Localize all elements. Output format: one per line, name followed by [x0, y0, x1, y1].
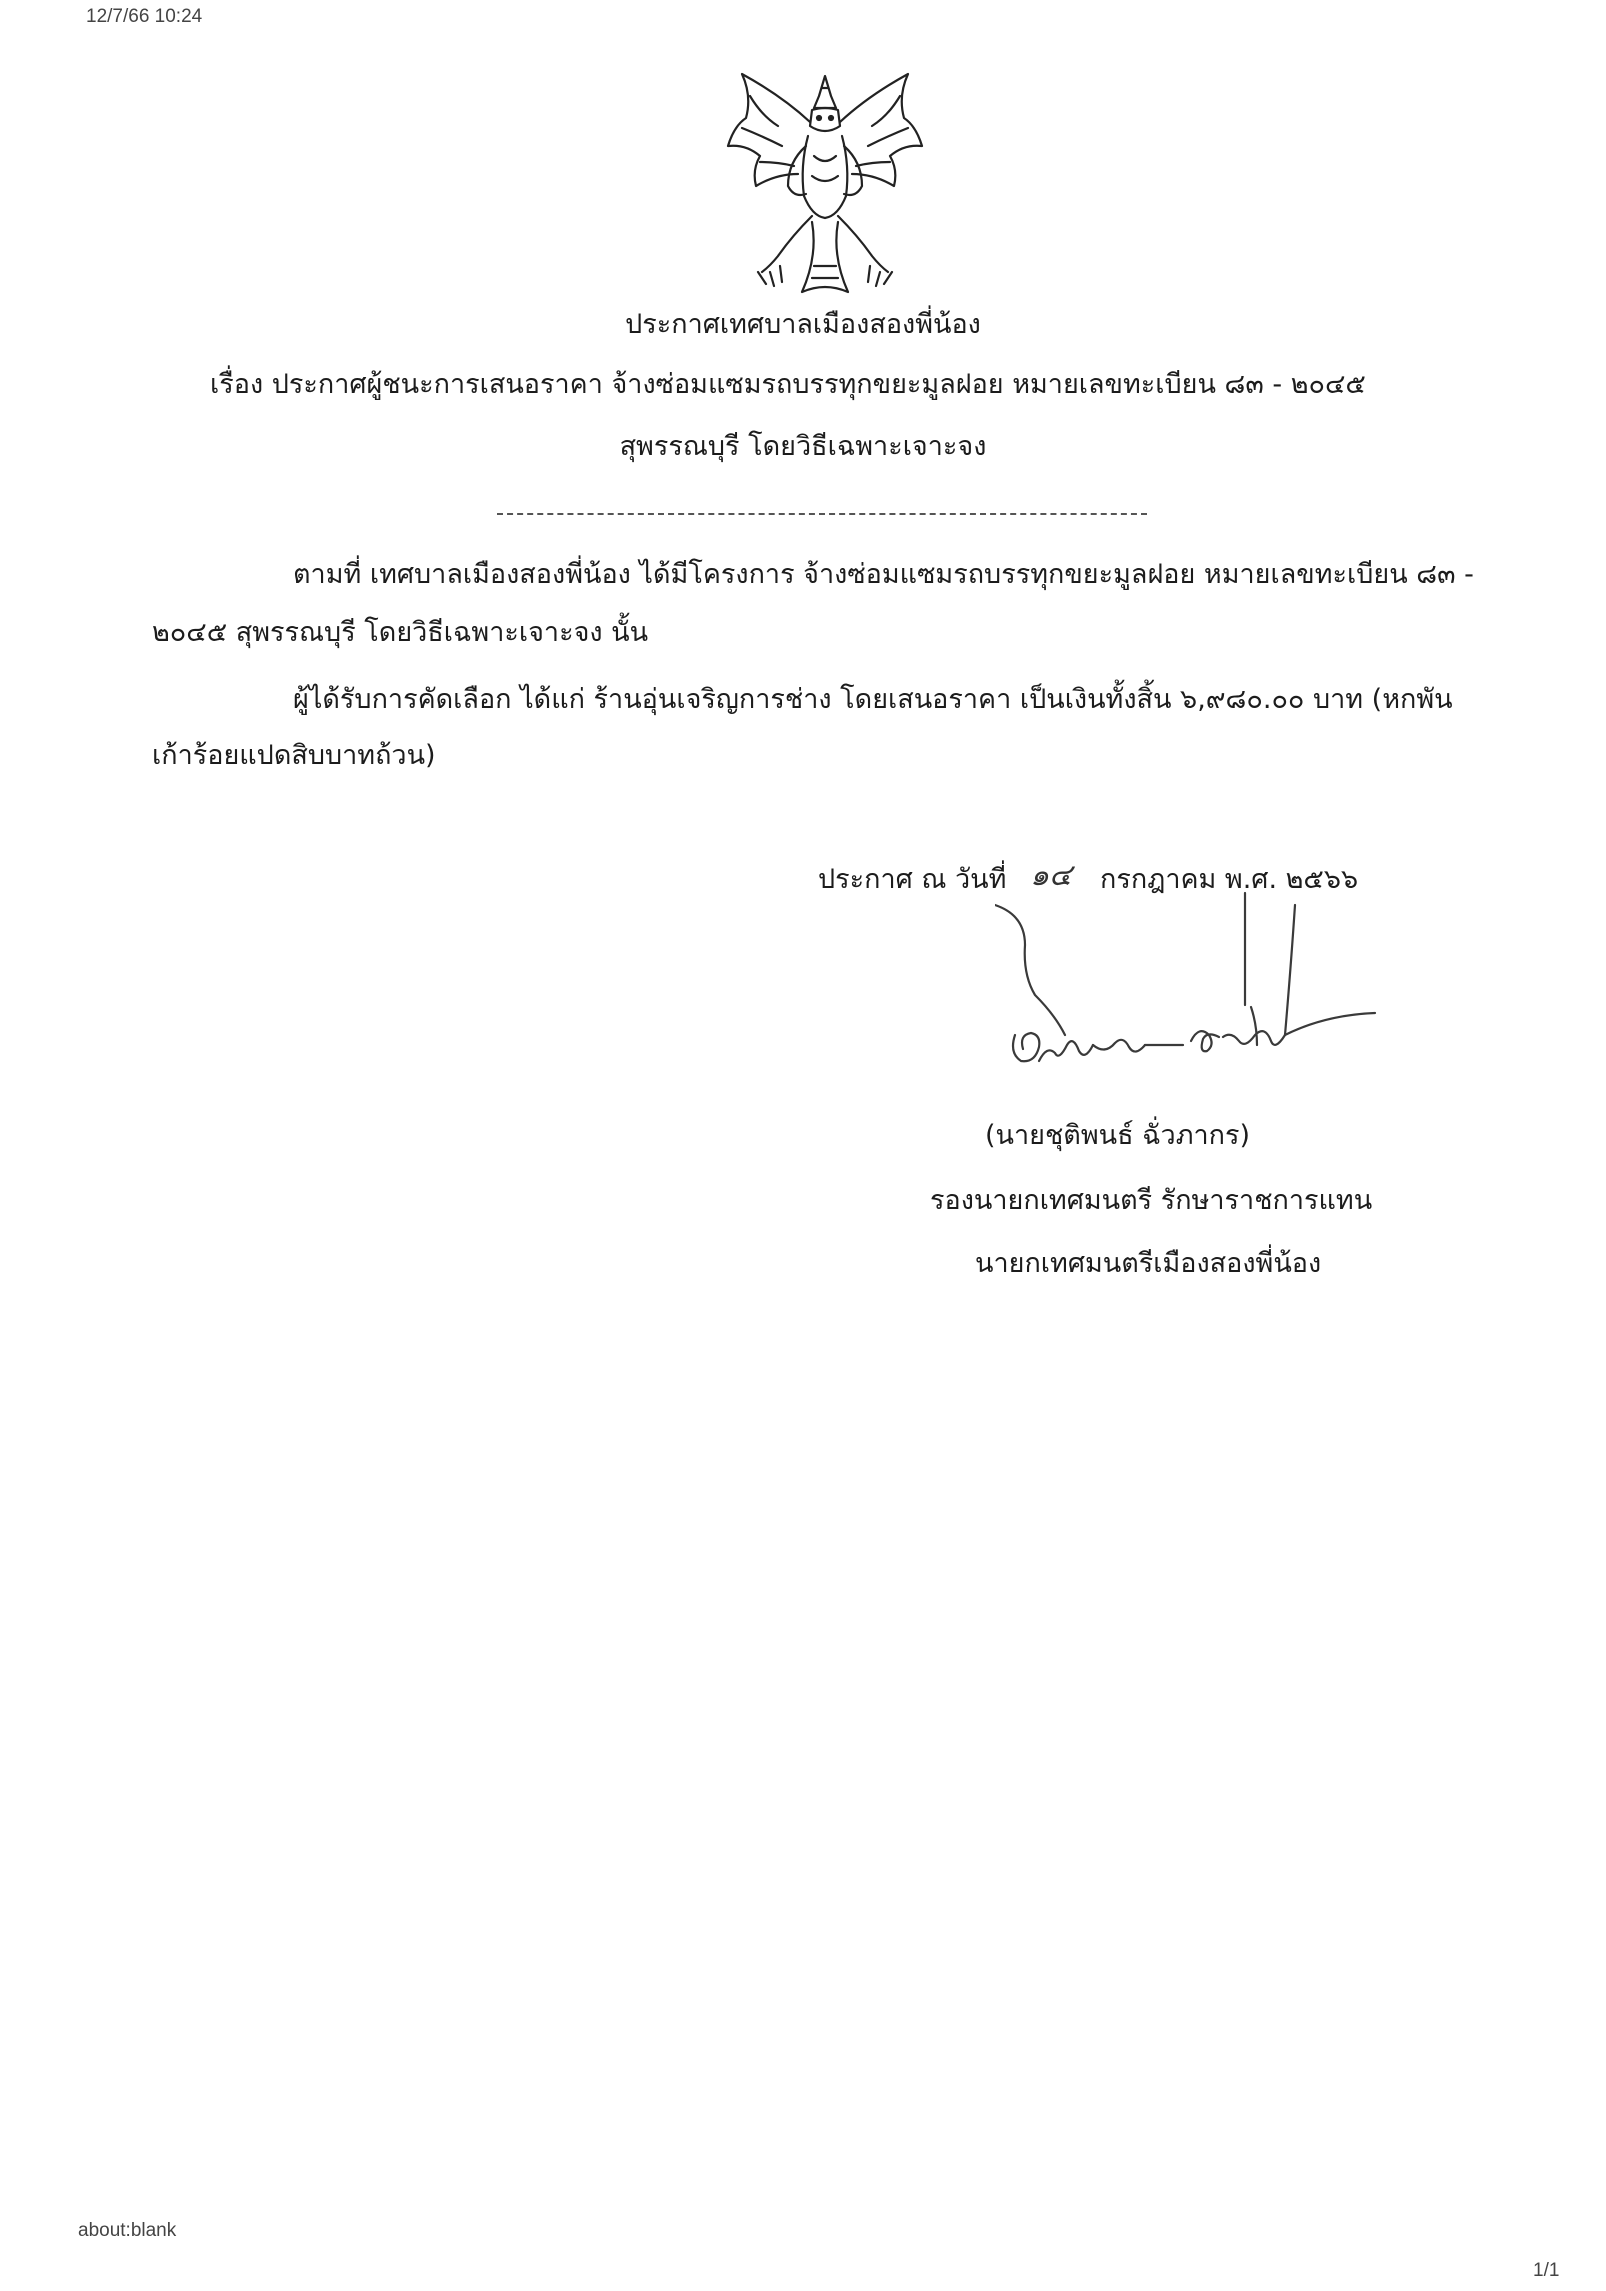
subject-line-1: เรื่อง ประกาศผู้ชนะการเสนอราคา จ้างซ่อมแซมรถบรรทุกขยะมูลฝอย หมายเลขทะเบียน ๘๓ - ๒๐๔๕ — [210, 369, 1366, 400]
print-datetime: 12/7/66 10:24 — [86, 6, 203, 27]
signatory-position-line-2: นายกเทศมนตรีเมืองสองพี่น้อง — [975, 1248, 1322, 1279]
handwritten-signature-icon — [995, 885, 1395, 1085]
signatory-position-line-1: รองนายกเทศมนตรี รักษาราชการแทน — [930, 1185, 1373, 1216]
date-day: ๑๔ — [1030, 858, 1072, 893]
garuda-emblem-icon — [722, 66, 928, 306]
date-prefix: ประกาศ ณ วันที่ — [818, 864, 1007, 895]
print-footer-url: about:blank — [78, 2220, 177, 2241]
subject-line-2: สุพรรณบุรี โดยวิธีเฉพาะเจาะจง — [619, 431, 987, 462]
paragraph-1-line-1: ตามที่ เทศบาลเมืองสองพี่น้อง ได้มีโครงการ จ้างซ่อมแซมรถบรรทุกขยะมูลฝอย หมายเลขทะเบียน ๘๓ - — [293, 559, 1474, 590]
signatory-name: (นายชุติพนธ์ ฉั่วภากร) — [985, 1120, 1251, 1151]
issuer-heading: ประกาศเทศบาลเมืองสองพี่น้อง — [625, 309, 981, 340]
print-footer-page-count: 1/1 — [1533, 2260, 1560, 2281]
separator-line — [497, 513, 1147, 515]
paragraph-2-line-1: ผู้ได้รับการคัดเลือก ได้แก่ ร้านอุ่นเจริญการช่าง โดยเสนอราคา เป็นเงินทั้งสิ้น ๖,๙๘๐.๐๐ บาท (หกพัน — [293, 684, 1453, 715]
date-month-year: กรกฎาคม พ.ศ. ๒๕๖๖ — [1100, 864, 1359, 895]
paragraph-1-line-2: ๒๐๔๕ สุพรรณบุรี โดยวิธีเฉพาะเจาะจง นั้น — [152, 617, 649, 648]
paragraph-2-line-2: เก้าร้อยแปดสิบบาทถ้วน) — [152, 740, 436, 771]
